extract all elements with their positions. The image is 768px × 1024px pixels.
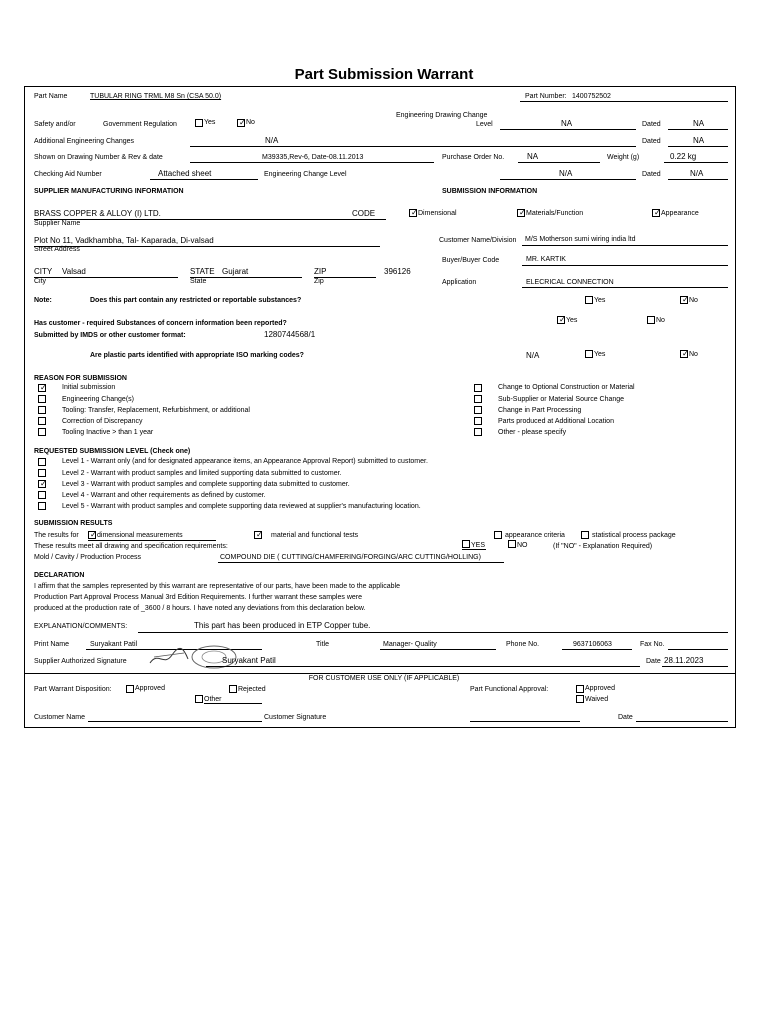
check-mark-icon: ✓ (682, 349, 689, 358)
zip-value[interactable]: 396126 (384, 267, 411, 276)
dimensional-label: Dimensional (418, 210, 457, 217)
dated-label-2: Dated (642, 138, 661, 145)
reason-left-4: Correction of Discrepancy (62, 418, 143, 425)
reason-left-2: Engineering Change(s) (62, 396, 134, 403)
city-underline (34, 277, 178, 278)
results-dimensional-checkbox[interactable] (88, 531, 96, 539)
check-mark-icon: ✓ (40, 479, 47, 488)
dated-underline-3 (668, 179, 728, 180)
supplier-name-value[interactable]: BRASS COPPER & ALLOY (I) LTD. (34, 209, 161, 218)
customer-value[interactable]: M/S Motherson sumi wiring india ltd (525, 236, 636, 243)
part-number-underline (520, 101, 728, 102)
results-material-checkbox[interactable] (254, 531, 262, 539)
check-mark-icon: ✓ (256, 530, 263, 539)
q3-yes-checkbox[interactable] (585, 350, 593, 358)
checking-aid-value[interactable]: Attached sheet (158, 169, 212, 178)
check-mark-icon: ✓ (682, 295, 689, 304)
level-section-label: REQUESTED SUBMISSION LEVEL (Check one) (34, 448, 191, 455)
mold-label: Mold / Cavity / Production Process (34, 554, 141, 561)
customer-section-divider (24, 673, 736, 674)
level-4-checkbox[interactable] (38, 491, 46, 499)
eng-drawing-level-value[interactable]: NA (561, 119, 573, 128)
print-name-label: Print Name (34, 641, 70, 648)
meet-no-checkbox[interactable] (508, 540, 516, 548)
weight-underline (664, 162, 728, 163)
level-2-checkbox[interactable] (38, 469, 46, 477)
q2-yes-label: Yes (566, 317, 578, 324)
dated-label-3: Dated (642, 171, 661, 178)
functional-waived-label: Waived (585, 696, 609, 703)
meet-no-label: NO (517, 542, 528, 549)
phone-label: Phone No. (506, 641, 540, 648)
weight-value[interactable]: 0.22 kg (670, 152, 697, 161)
results-appearance-label: appearance criteria (505, 532, 565, 539)
q3-yes-label: Yes (594, 351, 606, 358)
shown-on-underline (190, 162, 434, 163)
check-mark-icon: ✓ (654, 208, 661, 217)
zip-prefix: ZIP (314, 267, 327, 276)
reason-left-1: Initial submission (62, 384, 116, 391)
application-underline (522, 287, 728, 288)
level-2-text: Level 2 - Warrant with product samples and limited supporting data submitted to customer. (62, 470, 342, 477)
reason-section-label: REASON FOR SUBMISSION (34, 375, 127, 382)
level-label: Level (476, 121, 493, 128)
level-5-checkbox[interactable] (38, 502, 46, 510)
signature-date-underline (662, 666, 728, 667)
results-for-label: The results for (34, 532, 79, 539)
reason-right-3: Change in Part Processing (498, 407, 582, 414)
reason-checkbox-sub-supplier[interactable] (474, 395, 482, 403)
imds-value[interactable]: 1280744568/1 (264, 330, 316, 339)
functional-approved-label: Approved (585, 685, 615, 692)
appearance-checkbox[interactable] (652, 209, 660, 217)
signature-date-value[interactable]: 28.11.2023 (664, 656, 704, 665)
results-statistical-checkbox[interactable] (581, 531, 589, 539)
safety-no-checkbox[interactable] (237, 119, 245, 127)
reason-left-5: Tooling Inactive > than 1 year (62, 429, 154, 436)
disposition-other-checkbox[interactable] (195, 695, 203, 703)
q3-no-label: No (689, 351, 698, 358)
functional-approved-checkbox[interactable] (576, 685, 584, 693)
customer-label: Customer Name/Division (439, 237, 517, 244)
eng-change-level-underline (500, 179, 636, 180)
supplier-name-underline (34, 219, 386, 220)
submission-info-section-label: SUBMISSION INFORMATION (442, 188, 538, 195)
q1-yes-checkbox[interactable] (585, 296, 593, 304)
declaration-section-label: DECLARATION (34, 572, 85, 579)
check-mark-icon: ✓ (519, 208, 526, 217)
imds-label: Submitted by IMDS or other customer format: (34, 332, 186, 339)
reason-checkbox-optional[interactable] (474, 384, 482, 392)
page-title: Part Submission Warrant (294, 66, 474, 83)
customer-underline (522, 245, 728, 246)
supplier-name-caption: Supplier Name (34, 220, 81, 227)
eng-change-level-label: Engineering Change Level (264, 171, 347, 178)
meet-all-label: These results meet all drawing and specification requirements: (34, 543, 228, 550)
appearance-label: Appearance (661, 210, 699, 217)
part-number-label: Part Number: (525, 93, 567, 100)
disposition-rejected-checkbox[interactable] (229, 685, 237, 693)
po-label: Purchase Order No. (442, 154, 505, 161)
disposition-label: Part Warrant Disposition: (34, 686, 112, 693)
q3-no-checkbox[interactable] (680, 350, 688, 358)
q2-no-label: No (656, 317, 665, 324)
shown-on-label: Shown on Drawing Number & Rev & date (34, 154, 163, 161)
buyer-underline (522, 265, 728, 266)
title-underline (380, 649, 496, 650)
title-label: Title (316, 641, 329, 648)
q3-value[interactable]: N/A (526, 351, 540, 360)
q1-yes-label: Yes (594, 297, 606, 304)
customer-date-label: Date (618, 714, 633, 721)
results-material-label: material and functional tests (271, 532, 359, 539)
state-value[interactable]: Gujarat (222, 267, 249, 276)
city-value[interactable]: Valsad (62, 267, 86, 276)
part-name-label: Part Name (34, 93, 68, 100)
part-number-value[interactable]: 1400752502 (572, 93, 611, 100)
phone-underline (562, 649, 632, 650)
if-no-note: (If "NO" - Explanation Required) (553, 543, 653, 550)
functional-approval-label: Part Functional Approval: (470, 686, 549, 693)
dated-value-3[interactable]: N/A (690, 169, 704, 178)
phone-value[interactable]: 9637106063 (573, 641, 612, 648)
street-underline (34, 246, 380, 247)
eng-level-underline (500, 129, 636, 130)
dated-underline-2 (668, 146, 728, 147)
level-4-text: Level 4 - Warrant and other requirements as defined by customer. (62, 492, 266, 499)
state-caption: State (190, 278, 207, 285)
supplier-section-label: SUPPLIER MANUFACTURING INFORMATION (34, 188, 184, 195)
additional-eng-label: Additional Engineering Changes (34, 138, 135, 145)
signature-underline (206, 666, 640, 667)
reason-checkbox-initial[interactable] (38, 384, 46, 392)
disposition-other-underline (204, 703, 262, 704)
q1-no-checkbox[interactable] (680, 296, 688, 304)
reason-right-4: Parts produced at Additional Location (498, 418, 614, 425)
po-value[interactable]: NA (527, 152, 539, 161)
reason-checkbox-processing[interactable] (474, 406, 482, 414)
results-section-label: SUBMISSION RESULTS (34, 520, 113, 527)
customer-date-underline (636, 721, 728, 722)
level-3-checkbox[interactable] (38, 480, 46, 488)
additional-eng-underline (190, 146, 636, 147)
additional-eng-value[interactable]: N/A (265, 136, 279, 145)
check-mark-icon: ✓ (239, 118, 246, 127)
dated-value-2[interactable]: NA (693, 136, 705, 145)
dimensional-checkbox[interactable] (409, 209, 417, 217)
zip-caption: Zip (314, 278, 324, 285)
check-mark-icon: ✓ (40, 383, 47, 392)
q1-no-label: No (689, 297, 698, 304)
safety-yes-label: Yes (204, 119, 216, 126)
level-1-text: Level 1 - Warrant only (and for designated appearance items, an Appearance Approval Report) submitted to customer. (62, 458, 428, 465)
explanation-underline (138, 632, 728, 633)
supplier-code-label: CODE (352, 209, 376, 218)
fax-underline (668, 649, 728, 650)
mold-underline (218, 562, 504, 563)
customer-name-underline (88, 721, 262, 722)
dated-value-1[interactable]: NA (693, 119, 705, 128)
signature-date-label: Date (646, 658, 661, 665)
title-value[interactable]: Manager- Quality (383, 641, 437, 648)
note-label: Note: (34, 297, 52, 304)
functional-waived-checkbox[interactable] (576, 695, 584, 703)
declaration-line-1: I affirm that the samples represented by this warrant are representative of our parts, have been made to the applicable (34, 583, 401, 590)
mold-value[interactable]: COMPOUND DIE ( CUTTING/CHAMFERING/FORGING/ARC CUTTING/HOLLING) (220, 554, 481, 561)
meet-yes-label: YES (471, 542, 486, 549)
safety-no-label: No (246, 119, 255, 126)
reason-checkbox-tooling[interactable] (38, 406, 46, 414)
level-1-checkbox[interactable] (38, 458, 46, 466)
disposition-other-label: Other (204, 696, 222, 703)
declaration-line-2: Production Part Approval Process Manual 3rd Edition Requirements. I further warrant these samples were (34, 594, 362, 601)
safety-yes-checkbox[interactable] (195, 119, 203, 127)
reason-left-3: Tooling: Transfer, Replacement, Refurbishment, or additional (62, 407, 250, 414)
substances-question-1: Does this part contain any restricted or reportable substances? (90, 297, 302, 304)
eng-drawing-change-label: Engineering Drawing Change (396, 112, 488, 119)
gov-reg-label: Government Regulation (103, 121, 177, 128)
reason-right-1: Change to Optional Construction or Material (498, 384, 635, 391)
buyer-value[interactable]: MR. KARTIK (526, 256, 566, 263)
state-underline (190, 277, 302, 278)
materials-checkbox[interactable] (517, 209, 525, 217)
checking-aid-label: Checking Aid Number (34, 171, 102, 178)
customer-name-label: Customer Name (34, 714, 85, 721)
results-dimensional-label: dimensional measurements (97, 532, 183, 539)
reason-checkbox-other[interactable] (474, 428, 482, 436)
check-mark-icon: ✓ (411, 208, 418, 217)
dated-label-1: Dated (642, 121, 661, 128)
city-prefix: CITY (34, 267, 53, 276)
substances-question-3: Are plastic parts identified with appropriate ISO marking codes? (90, 352, 304, 359)
reason-checkbox-inactive[interactable] (38, 428, 46, 436)
safety-label: Safety and/or (34, 121, 76, 128)
meet-yes-checkbox[interactable] (462, 540, 470, 548)
customer-signature-underline (470, 721, 580, 722)
reason-right-2: Sub-Supplier or Material Source Change (498, 396, 625, 403)
part-name-value[interactable]: TUBULAR RING TRML M8 Sn (CSA 50.0) (90, 93, 222, 100)
check-mark-icon: ✓ (559, 315, 566, 324)
disposition-rejected-label: Rejected (238, 686, 266, 693)
signature-name-value[interactable]: Suryakant Patil (222, 656, 276, 665)
level-5-text: Level 5 - Warrant with product samples and complete supporting data reviewed at supplier's manufacturing location. (62, 503, 421, 510)
application-value[interactable]: ELECRICAL CONNECTION (526, 279, 614, 286)
shown-on-value[interactable]: M39335,Rev-6, Date-08.11.2013 (262, 154, 364, 161)
auth-signature-label: Supplier Authorized Signature (34, 658, 127, 665)
city-caption: City (34, 278, 47, 285)
q2-yes-checkbox[interactable] (557, 316, 565, 324)
dated-underline-1 (668, 129, 728, 130)
reason-checkbox-eng-change[interactable] (38, 395, 46, 403)
print-name-value[interactable]: Suryakant Patil (90, 641, 138, 648)
meet-yes-underline (462, 549, 486, 550)
reason-right-5: Other - please specify (498, 429, 567, 436)
state-prefix: STATE (190, 267, 215, 276)
results-dimensional-underline (88, 540, 216, 541)
checking-aid-underline (150, 179, 258, 180)
explanation-label: EXPLANATION/COMMENTS: (34, 623, 128, 630)
check-mark-icon: ✓ (90, 530, 97, 539)
street-value[interactable]: Plot No 11, Vadkhambha, Tal- Kaparada, Di-valsad (34, 236, 214, 245)
explanation-value[interactable]: This part has been produced in ETP Copper tube. (194, 621, 371, 630)
results-appearance-checkbox[interactable] (494, 531, 502, 539)
disposition-approved-label: Approved (135, 685, 165, 692)
reason-checkbox-location[interactable] (474, 417, 482, 425)
q2-no-checkbox[interactable] (647, 316, 655, 324)
fax-label: Fax No. (640, 641, 665, 648)
substances-question-2: Has customer - required Substances of concern information been reported? (34, 320, 287, 327)
eng-change-level-value[interactable]: N/A (559, 169, 573, 178)
customer-signature-label: Customer Signature (264, 714, 327, 721)
customer-use-header: FOR CUSTOMER USE ONLY (IF APPLICABLE) (308, 675, 460, 682)
results-statistical-label: statistical process package (592, 532, 676, 539)
street-caption: Street Address (34, 246, 80, 253)
level-3-text: Level 3 - Warrant with product samples and complete supporting data submitted to customer. (62, 481, 350, 488)
buyer-label: Buyer/Buyer Code (442, 257, 500, 264)
application-label: Application (442, 279, 477, 286)
weight-label: Weight (g) (607, 154, 640, 161)
disposition-approved-checkbox[interactable] (126, 685, 134, 693)
reason-checkbox-discrepancy[interactable] (38, 417, 46, 425)
declaration-line-3: produced at the production rate of _3600 / 8 hours. I have noted any deviations from this declaration below. (34, 605, 366, 612)
materials-label: Materials/Function (526, 210, 584, 217)
po-underline (518, 162, 600, 163)
